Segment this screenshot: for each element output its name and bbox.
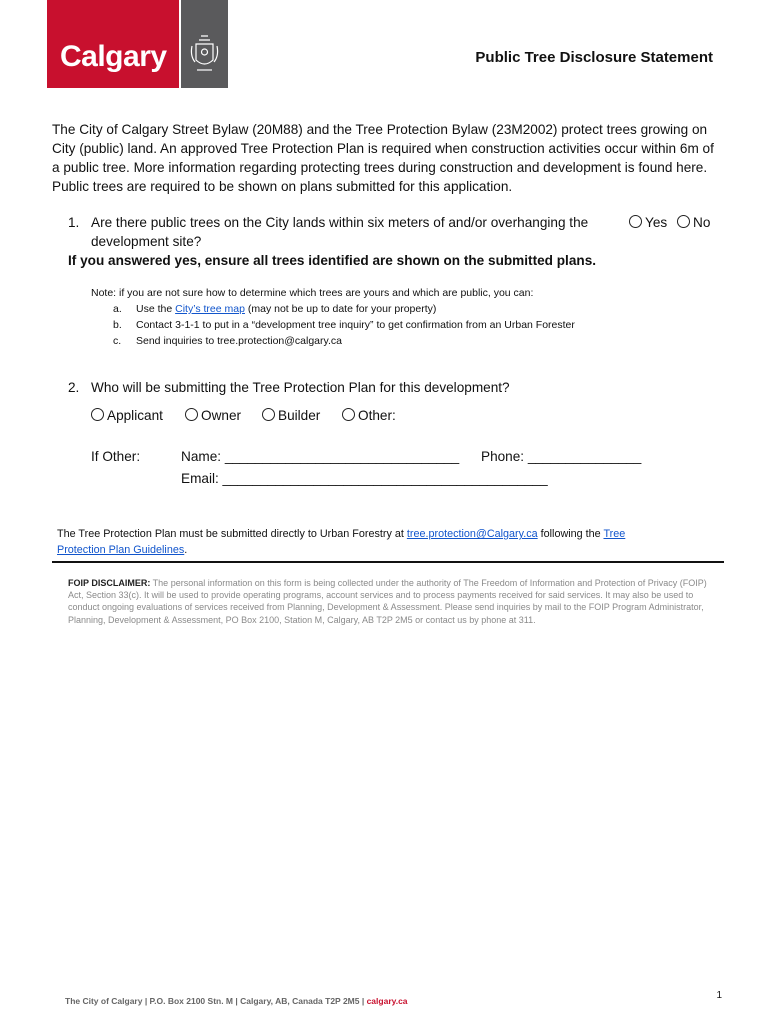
footer — [65, 996, 408, 1006]
foip-disclaimer — [68, 577, 718, 626]
page-title: Public Tree Disclosure Statement — [475, 49, 713, 66]
option-other[interactable] — [342, 406, 396, 425]
guidelines-link-part2[interactable]: Protection Plan Guidelines — [57, 544, 185, 556]
city-crest-icon — [181, 0, 228, 88]
no-label: No — [693, 215, 711, 230]
note-item-b: Contact 3-1-1 to put in a “development tree inquiry” to get confirmation from an Urban Forester — [136, 319, 575, 331]
note-item-marker: b. — [113, 319, 122, 331]
note-item-marker: a. — [113, 303, 122, 315]
option-owner[interactable] — [185, 406, 241, 425]
q1-no-option[interactable] — [677, 213, 710, 232]
q2-text: Who will be submitting the Tree Protection Plan for this development? — [91, 380, 510, 395]
if-other-label: If Other: — [91, 449, 141, 464]
intro-paragraph: The City of Calgary Street Bylaw (20M88) and the Tree Protection Bylaw (23M2002) protect trees growing on City (public) land. An approved Tree Protection Plan is required when construction activities occur within 6m of a public tree. More information regarding protecting trees during construction and development is found here. Public trees are required to be shown on plans submitted for this application. — [52, 122, 714, 194]
tree-protection-email-link[interactable]: tree.protection@Calgary.ca — [406, 528, 538, 540]
note-item-marker: c. — [113, 335, 122, 347]
note-item-text: (may not be up to date for your property) — [244, 303, 437, 315]
guidelines-link-part1[interactable]: Tree — [603, 528, 626, 540]
other-label: Other: — [358, 408, 396, 423]
yes-radio[interactable] — [629, 215, 642, 228]
q1-bold-note: If you answered yes, ensure all trees identified are shown on the submitted plans. — [68, 253, 597, 268]
builder-radio[interactable] — [262, 408, 275, 421]
applicant-label: Applicant — [107, 408, 163, 423]
note-item-text: Use the — [136, 303, 176, 315]
submission-text: . — [184, 544, 188, 556]
submission-note-line2 — [57, 542, 187, 558]
other-radio[interactable] — [342, 408, 355, 421]
option-builder[interactable] — [262, 406, 320, 425]
city-tree-map-link[interactable]: City’s tree map — [175, 303, 245, 315]
divider — [52, 561, 724, 563]
page-number: 1 — [716, 990, 722, 1001]
builder-label: Builder — [278, 408, 321, 423]
foip-text: The personal information on this form is being collected under the authority of The Freedom of Information and Protection of Privacy (FOIP) Act, Section 33(c). It will be used to provide operating programs, account services and to process payments received for said services. It may also be used to conduct ongoing evaluations of services received from Planning, Development & Assessment. Please send inquiries by mail to the FOIP Program Administrator, Planning, Development & Assessment, PO Box 2100, Station M, Calgary, AB T2P 2M5 or contact us by phone at 311. — [68, 578, 707, 625]
logo-text: Calgary — [60, 40, 167, 73]
owner-label: Owner — [201, 408, 242, 423]
owner-radio[interactable] — [185, 408, 198, 421]
email-field[interactable]: Email: ___________________________________________ — [181, 471, 548, 486]
no-radio[interactable] — [677, 215, 690, 228]
submission-note — [57, 526, 722, 542]
calgary-ca-link[interactable]: calgary.ca — [366, 996, 408, 1006]
name-field[interactable]: Name: _______________________________ — [181, 449, 460, 464]
q1-text-line2: development site? — [91, 234, 202, 249]
yes-label: Yes — [645, 215, 668, 230]
applicant-radio[interactable] — [91, 408, 104, 421]
calgary-logo — [47, 0, 179, 88]
footer-text: The City of Calgary | P.O. Box 2100 Stn. M | Calgary, AB, Canada T2P 2M5 | — [65, 996, 367, 1006]
q1-yes-option[interactable] — [629, 213, 667, 232]
submission-text: following the — [537, 528, 604, 540]
phone-field[interactable]: Phone: _______________ — [481, 449, 642, 464]
q1-text-line1: Are there public trees on the City lands within six meters of and/or overhanging the — [91, 215, 589, 230]
note-item-c: Send inquiries to tree.protection@calgary.ca — [136, 335, 342, 347]
q1-note-intro: Note: if you are not sure how to determine which trees are yours and which are public, you can: — [91, 287, 534, 299]
option-applicant[interactable] — [91, 406, 163, 425]
q2-number: 2. — [68, 380, 80, 395]
note-item-a — [136, 301, 436, 317]
foip-label: FOIP DISCLAIMER: — [68, 578, 151, 588]
submission-text: The Tree Protection Plan must be submitted directly to Urban Forestry at — [57, 528, 407, 540]
q1-number: 1. — [68, 215, 80, 230]
